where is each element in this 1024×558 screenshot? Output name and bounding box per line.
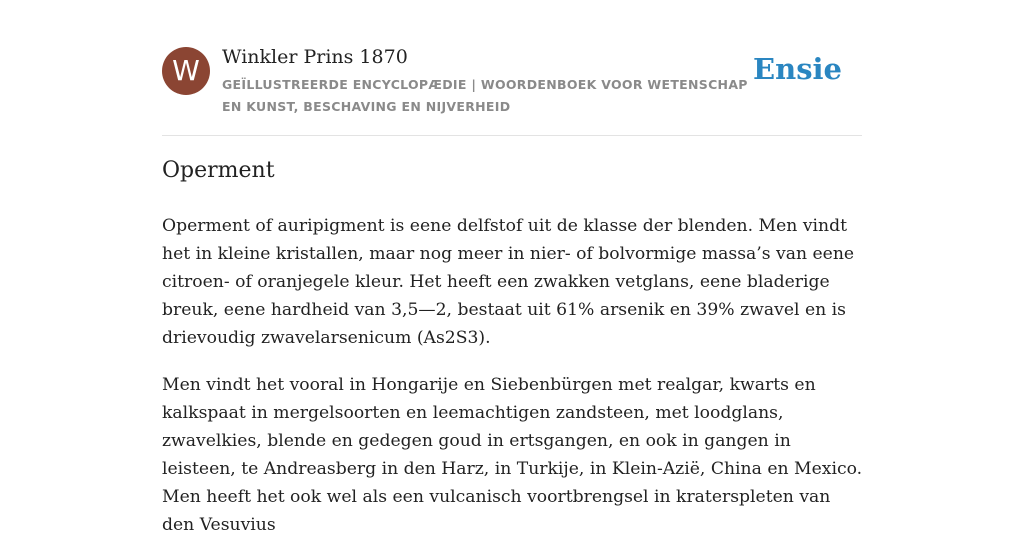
source-avatar[interactable]: W <box>162 47 210 95</box>
source-subtitle: GEÏLLUSTREERDE ENCYCLOPÆDIE | WOORDENBOEK VOOR WETENSCHAP EN KUNST, BESCHAVING EN NIJVERHEID <box>222 77 748 114</box>
article-body <box>162 212 864 558</box>
ensie-logo[interactable]: Ensie <box>753 52 842 86</box>
source-title[interactable]: Winkler Prins 1870 <box>222 46 408 68</box>
page-container <box>162 0 863 535</box>
source-header <box>162 0 862 136</box>
article-paragraph: Operment of auripigment is eene delfstof uit de klasse der blenden. Men vindt het in kleine kristallen, maar nog meer in nier- of bolvormige massa’s van eene citroen- of oranjegele kleur. Het heeft een zwakken vetglans, eene bladerige breuk, eene hardheid van 3,5—2, bestaat uit 61% arsenik en 39% zwavel en is drievoudig zwavelarsenicum (As2S3). <box>162 216 855 348</box>
article-paragraph: Men vindt het vooral in Hongarije en Siebenbürgen met realgar, kwarts en kalkspaat in mergelsoorten en leemachtigen zandsteen, met loodglans, zwavelkies, blende en gedegen goud in ertsgangen, en ook in gangen in leisteen, te Andreasberg in den Harz, in Turkije, in Klein-Azië, China en Mexico. Men heeft het ook wel als een vulcanisch voortbrengsel in kraterspleten van den Vesuvius <box>162 375 863 535</box>
article-title: Operment <box>162 158 275 183</box>
